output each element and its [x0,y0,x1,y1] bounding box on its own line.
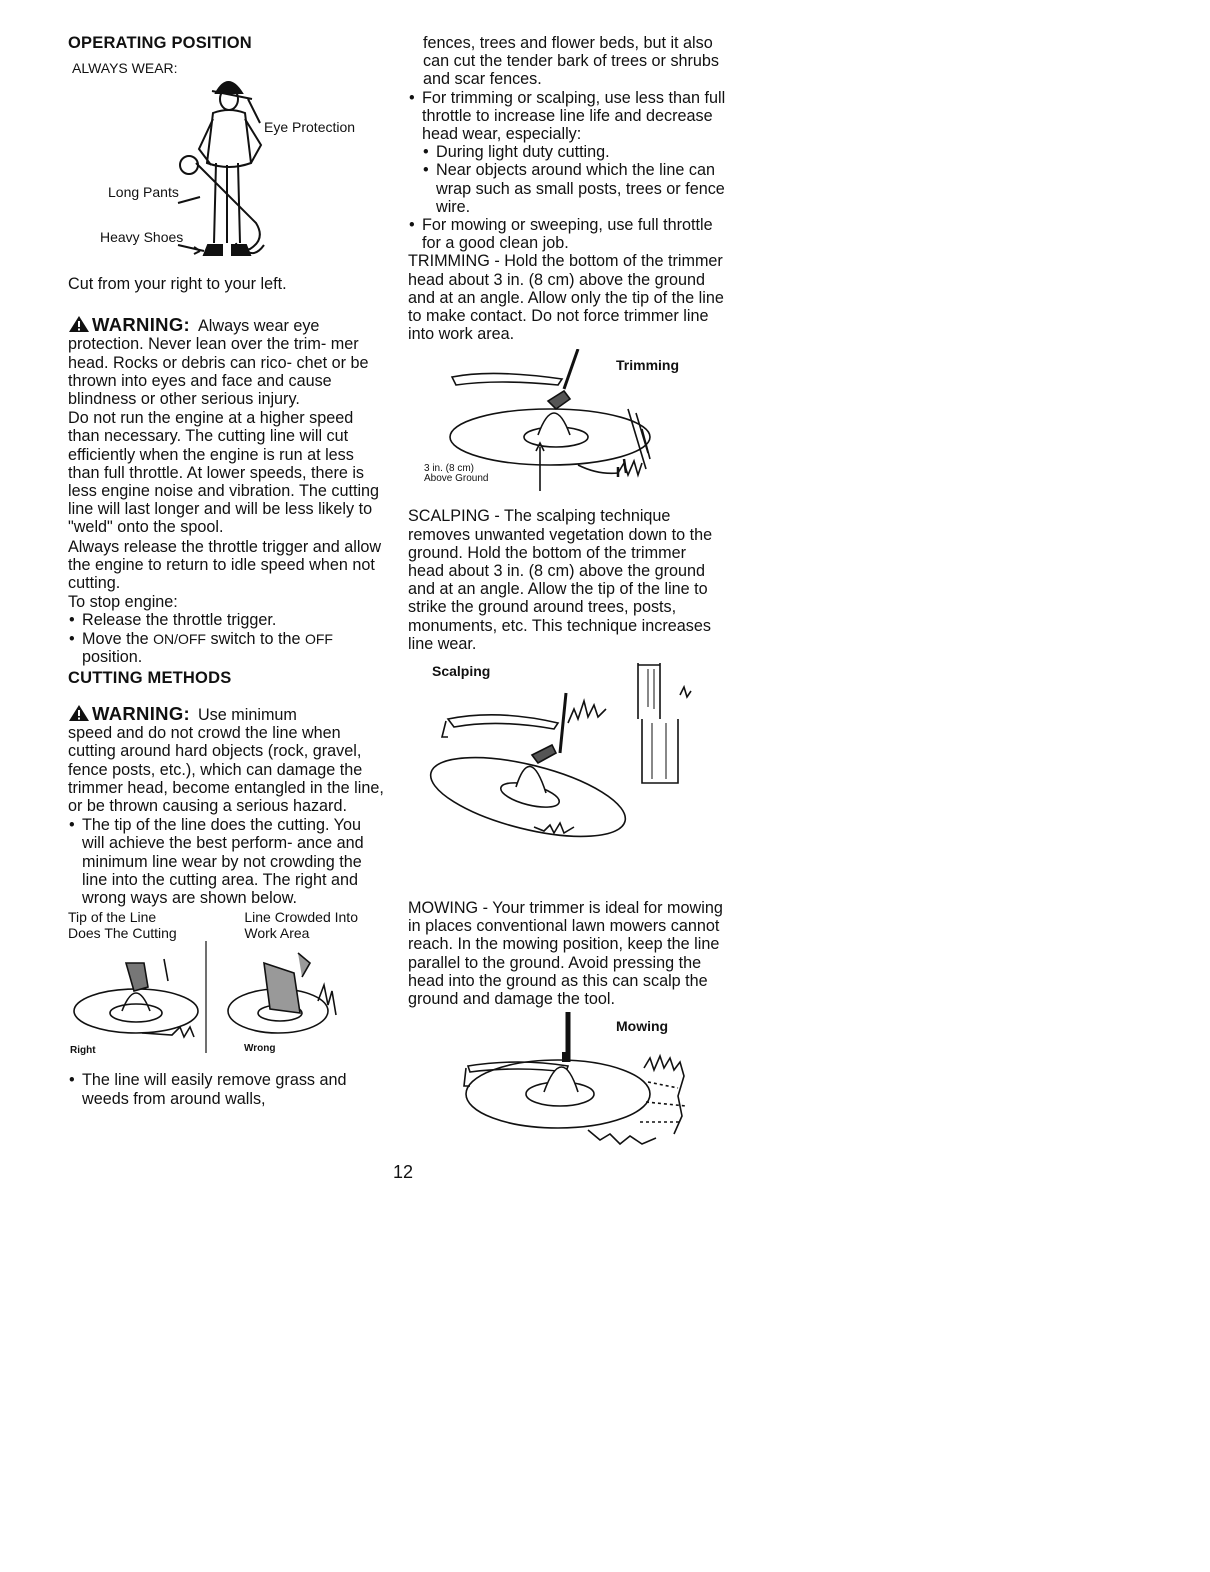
left-column [68,34,386,1108]
above-ground-label-2: Above Ground [424,473,489,485]
light-duty-sub-bullet: • During light duty cutting. [422,143,726,161]
scalping-label: Scalping [432,663,491,680]
warning-triangle-icon [68,704,90,722]
crowded-caption-line1: Line Crowded Into [244,909,358,926]
right-wrong-figure [68,941,386,1069]
right-wrong-illustration [68,941,386,1069]
cut-direction-text: Cut from your right to your left. [68,275,287,293]
release-throttle-paragraph: Always release the throttle trigger and allow the engine to return to idle speed when not cutting. [68,537,382,593]
long-pants-label: Long Pants [108,184,179,200]
right-label: Right [70,1045,96,1057]
engine-speed-paragraph: Do not run the engine at a higher speed than necessary. The cutting line will cut efficiently when the engine is run at less than full throttle. At lower speeds, there is less engine noise and vibration. The cutting line will last longer and will be less likely to "weld" onto the spool. [68,409,380,537]
mowing-paragraph: MOWING - Your trimmer is ideal for mowing in places conventional lawn mowers cannot reach. In the mowing position, keep the line parallel to the ground. Avoid pressing the head into the ground as this can scalp the ground and damage the tool. [408,899,723,1009]
remove-grass-bullet: • The line will easily remove grass and weeds from around walls, [68,1071,386,1107]
crowded-caption-line2: Work Area [244,925,310,942]
onoff-term: ON/OFF [153,630,206,647]
warning-lead-text: Use minimum [197,706,297,725]
right-wrong-captions [68,909,386,941]
tip-caption-line1: Tip of the Line [68,909,157,926]
warning-eye-protection-header [68,313,386,335]
mowing-illustration [408,1012,726,1160]
warning-word: WARNING: [92,314,190,336]
trimming-throttle-bullet: • For trimming or scalping, use less than full throttle to increase line life and decrease head wear, especially: [408,89,726,144]
mowing-figure [408,1012,726,1160]
crowded-caption [244,909,358,941]
eye-protection-label: Eye Protection [264,119,356,135]
stop-step-switch [68,630,386,666]
tip-does-cutting-bullet: • The tip of the line does the cutting. You will achieve the best perform- ance and minimum line wear by not crowding the line into the cutting area. The right and wrong ways are shown below. [68,816,386,907]
warning-triangle-icon [68,315,90,333]
wrong-label: Wrong [244,1043,276,1055]
operating-position-figure [68,53,386,271]
near-objects-sub-bullet: • Near objects around which the line can wrap such as small posts, trees or fence wire. [422,161,726,216]
stop-step-text-c: position. [82,647,143,666]
cutting-methods-heading: CUTTING METHODS [68,669,232,688]
operator-illustration [68,53,386,271]
stop-step-text-b: switch to the [205,629,305,648]
above-ground-label-1: 3 in. (8 cm) [424,463,475,475]
heavy-shoes-label: Heavy Shoes [100,229,184,245]
right-column [408,34,726,1160]
warning-word: WARNING: [92,703,190,725]
stop-step-text-a: Move the [82,629,154,648]
tip-caption [68,909,177,941]
always-wear-label: ALWAYS WEAR: [72,60,178,76]
stop-engine-intro: To stop engine: [68,593,178,612]
warning-minimum-speed-body: speed and do not crowd the line when cutting around hard objects (rock, gravel, fence posts, etc.), which can damage the trimmer head, become entangled in the line, or be thrown causing a serious hazard. [68,724,384,816]
continued-paragraph: fences, trees and flower beds, but it also can cut the tender bark of trees or shrubs and scar fences. [423,34,720,89]
trimming-label: Trimming [616,357,680,374]
page-number: 12 [393,1162,414,1182]
trimming-figure [408,349,726,507]
scalping-illustration [408,663,726,883]
operating-position-heading: OPERATING POSITION [68,34,252,52]
warning-minimum-speed-header [68,702,386,724]
mowing-throttle-bullet: • For mowing or sweeping, use full throttle for a good clean job. [408,216,726,252]
tip-caption-line2: Does The Cutting [68,925,177,942]
off-term: OFF [304,630,333,647]
mowing-label: Mowing [616,1018,669,1035]
scalping-paragraph: SCALPING - The scalping technique removes unwanted vegetation down to the ground. Hold the bottom of the trimmer head about 3 in. (8 cm) above the ground and at an angle. Allow the tip of the line to strike the ground around trees, posts, monuments, etc. This technique increases line wear. [408,507,713,653]
warning-lead-text: Always wear eye [197,317,320,336]
trimming-paragraph: TRIMMING - Hold the bottom of the trimmer head about 3 in. (8 cm) above the ground and at an angle. Allow only the tip of the line to make contact. Do not force trimmer line into work area. [408,252,724,344]
stop-step-release: • Release the throttle trigger. [68,611,386,629]
warning-eye-protection-body: protection. Never lean over the trim- mer head. Rocks or debris can rico- chet or be thrown into eyes and face and cause blindness or other serious injury. [68,335,369,409]
scalping-figure [408,663,726,883]
